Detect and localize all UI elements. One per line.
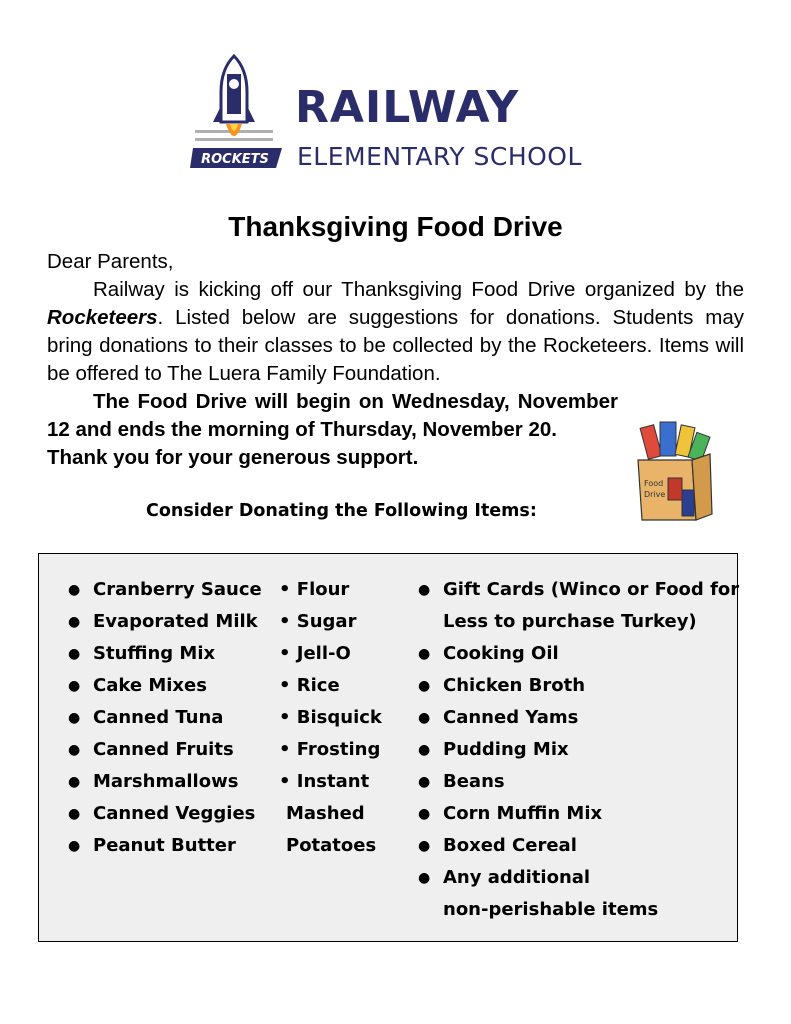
- list-item: ● Cranberry Sauce: [68, 574, 262, 606]
- list-item: • Bisquick: [279, 707, 382, 728]
- page-title: Thanksgiving Food Drive: [228, 211, 563, 242]
- list-item: ● Stuffing Mix: [68, 638, 262, 670]
- list-item: ● Any additional non-perishable items: [418, 862, 739, 926]
- food-drive-box-icon: [632, 420, 717, 523]
- list-item: • Frosting: [279, 739, 381, 760]
- list-item: ● Canned Fruits: [68, 734, 262, 766]
- school-name-line2: ELEMENTARY SCHOOL: [297, 142, 582, 171]
- clipart-label-2: Drive: [644, 490, 666, 499]
- list-item: ● Cooking Oil: [418, 638, 739, 670]
- list-item: ● Cake Mixes: [68, 670, 262, 702]
- logo-badge-text: ROCKETS: [201, 152, 269, 167]
- school-name-line1: RAILWAY: [295, 82, 520, 133]
- list-item-continuation: Mashed: [286, 803, 365, 824]
- paragraph-intro: Railway is kicking off our Thanksgiving Food Drive organized by the Rocketeers. Listed below are suggestions for donations. Students may bring donations to their classes to be collected by the Rocketeers. Items will be offered to The Luera Family Foundation.: [47, 278, 744, 385]
- list-item: ● Peanut Butter: [68, 830, 262, 862]
- greeting: Dear Parents,: [47, 250, 174, 273]
- list-item-continuation: Less to purchase Turkey): [443, 611, 697, 632]
- list-item: ● Boxed Cereal: [418, 830, 739, 862]
- paragraph-thanks: Thank you for your generous support.: [47, 446, 419, 469]
- list-item: • Rice: [279, 675, 340, 696]
- list-item-continuation: non-perishable items: [443, 899, 659, 920]
- list-item: ● Marshmallows: [68, 766, 262, 798]
- items-column-3: [418, 574, 739, 926]
- list-item: ● Chicken Broth: [418, 670, 739, 702]
- list-item: ● Beans: [418, 766, 739, 798]
- items-column-2: [279, 574, 382, 862]
- list-item: • Instant: [279, 771, 370, 792]
- paragraph-dates: The Food Drive will begin on Wednesday, November 12 and ends the morning of Thursday, November 20.: [47, 390, 618, 441]
- items-column-1: [68, 574, 262, 862]
- list-item: ● Pudding Mix: [418, 734, 739, 766]
- list-item: ● Gift Cards (Winco or Food for Less to purchase Turkey): [418, 574, 739, 638]
- donation-list-heading: Consider Donating the Following Items:: [146, 501, 537, 521]
- list-item: ● Corn Muffin Mix: [418, 798, 739, 830]
- clipart-label-1: Food: [644, 479, 664, 488]
- list-item: ● Evaporated Milk: [68, 606, 262, 638]
- donation-items-box: [38, 553, 738, 942]
- logo-track-line: [195, 138, 273, 141]
- list-item: ● Canned Veggies: [68, 798, 262, 830]
- list-item: • Sugar: [279, 611, 357, 632]
- list-item-continuation: Potatoes: [286, 835, 377, 856]
- list-item: ● Canned Yams: [418, 702, 739, 734]
- list-item: ● Canned Tuna: [68, 702, 262, 734]
- rocketeers-name: Rocketeers: [47, 306, 158, 329]
- list-item: • Flour: [279, 579, 350, 600]
- list-item: • Jell-O: [279, 643, 351, 664]
